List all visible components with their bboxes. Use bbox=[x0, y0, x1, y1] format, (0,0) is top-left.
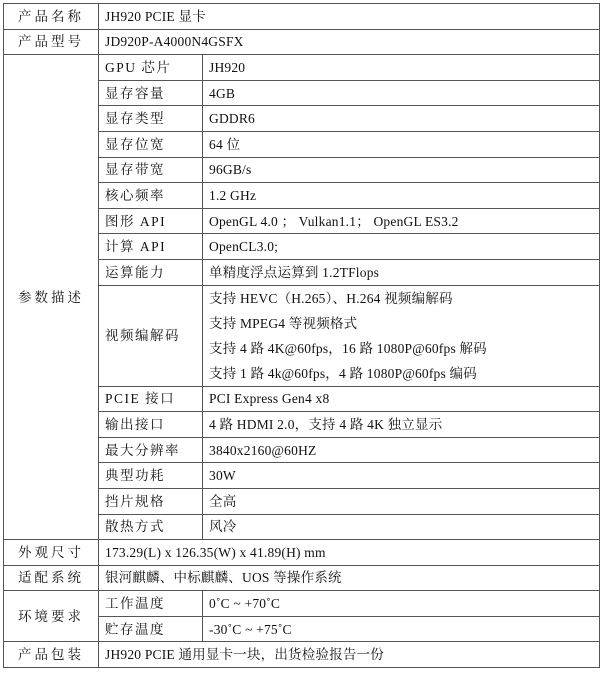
param-label: 散热方式 bbox=[99, 514, 203, 540]
param-label: 运算能力 bbox=[99, 259, 203, 285]
table-row bbox=[4, 55, 600, 81]
param-label: 典型功耗 bbox=[99, 463, 203, 489]
env-value: -30˚C ~ +75˚C bbox=[203, 616, 600, 642]
param-value: 风冷 bbox=[203, 514, 600, 540]
param-value: 96GB/s bbox=[203, 157, 600, 183]
row-label-package: 产品包装 bbox=[4, 642, 99, 668]
row-label-environment: 环境要求 bbox=[4, 591, 99, 642]
param-label: 显存容量 bbox=[99, 80, 203, 106]
video-codec-line: 支持 1 路 4k@60fps，4 路 1080P@60fps 编码 bbox=[209, 365, 477, 381]
table-row bbox=[4, 29, 600, 55]
param-value: 4GB bbox=[203, 80, 600, 106]
param-value: OpenGL 4.0 ； Vulkan1.1； OpenGL ES3.2 bbox=[203, 208, 600, 234]
dimensions-value: 173.29(L) x 126.35(W) x 41.89(H) mm bbox=[99, 540, 600, 566]
table-row bbox=[4, 591, 600, 617]
product-name-value: JH920 PCIE 显卡 bbox=[99, 4, 600, 30]
product-model-value: JD920P-A4000N4GSFX bbox=[99, 29, 600, 55]
table-row bbox=[4, 4, 600, 30]
env-value: 0˚C ~ +70˚C bbox=[203, 591, 600, 617]
param-value: 30W bbox=[203, 463, 600, 489]
param-label: 最大分辨率 bbox=[99, 437, 203, 463]
row-label-dimensions: 外观尺寸 bbox=[4, 540, 99, 566]
param-label: 计算 API bbox=[99, 234, 203, 260]
video-codec-line: 支持 MPEG4 等视频格式 bbox=[209, 315, 358, 331]
param-value: 全高 bbox=[203, 488, 600, 514]
param-value: 3840x2160@60HZ bbox=[203, 437, 600, 463]
param-label: 输出接口 bbox=[99, 412, 203, 438]
param-label: 显存带宽 bbox=[99, 157, 203, 183]
row-label-product-model: 产品型号 bbox=[4, 29, 99, 55]
param-label: GPU 芯片 bbox=[99, 55, 203, 81]
param-value: 单精度浮点运算到 1.2TFlops bbox=[203, 259, 600, 285]
param-label: 显存类型 bbox=[99, 106, 203, 132]
spec-table bbox=[3, 3, 600, 668]
param-label: 视频编解码 bbox=[99, 285, 203, 386]
param-value: 64 位 bbox=[203, 131, 600, 157]
spec-sheet bbox=[3, 3, 600, 668]
compat-value: 银河麒麟、中标麒麟、UOS 等操作系统 bbox=[99, 565, 600, 591]
video-codec-value bbox=[203, 285, 600, 386]
param-value: OpenCL3.0; bbox=[203, 234, 600, 260]
env-label: 工作温度 bbox=[99, 591, 203, 617]
param-value: 4 路 HDMI 2.0，支持 4 路 4K 独立显示 bbox=[203, 412, 600, 438]
param-label: 显存位宽 bbox=[99, 131, 203, 157]
row-label-product-name: 产品名称 bbox=[4, 4, 99, 30]
param-value: GDDR6 bbox=[203, 106, 600, 132]
row-label-compat: 适配系统 bbox=[4, 565, 99, 591]
row-label-params: 参数描述 bbox=[4, 55, 99, 540]
table-row bbox=[4, 642, 600, 668]
param-value: PCI Express Gen4 x8 bbox=[203, 386, 600, 412]
video-codec-line: 支持 HEVC（H.265）、H.264 视频编解码 bbox=[209, 290, 453, 306]
env-label: 贮存温度 bbox=[99, 616, 203, 642]
video-codec-line: 支持 4 路 4K@60fps，16 路 1080P@60fps 解码 bbox=[209, 340, 487, 356]
table-row bbox=[4, 540, 600, 566]
param-label: 核心频率 bbox=[99, 183, 203, 209]
param-value: JH920 bbox=[203, 55, 600, 81]
param-value: 1.2 GHz bbox=[203, 183, 600, 209]
param-label: 图形 API bbox=[99, 208, 203, 234]
param-label: PCIE 接口 bbox=[99, 386, 203, 412]
param-label: 挡片规格 bbox=[99, 488, 203, 514]
package-value: JH920 PCIE 通用显卡一块，出货检验报告一份 bbox=[99, 642, 600, 668]
table-row bbox=[4, 565, 600, 591]
